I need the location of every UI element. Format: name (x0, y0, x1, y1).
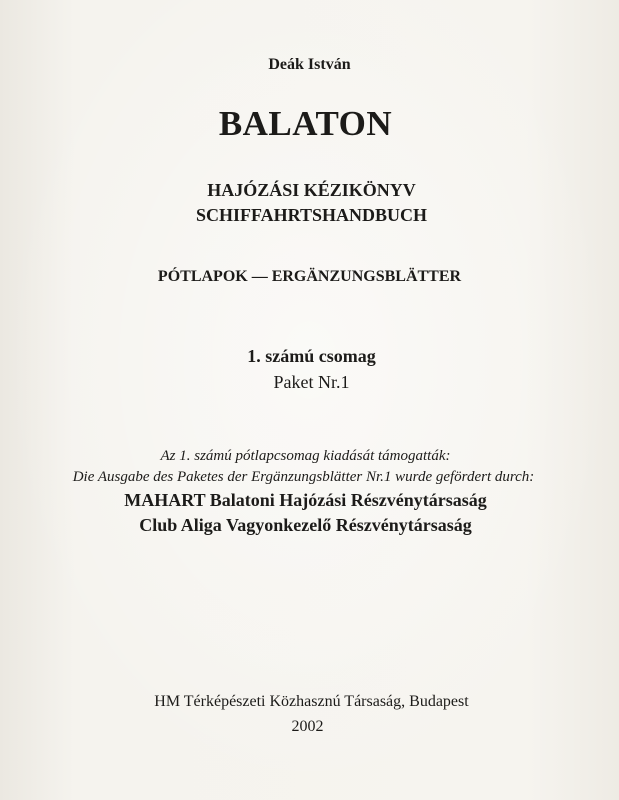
publisher: HM Térképészeti Közhasznú Társaság, Budapest (154, 693, 469, 710)
subtitle-german: SCHIFFAHRTSHANDBUCH (195, 205, 428, 225)
support-note-german: Die Ausgabe des Paketes der Ergänzungsblätter Nr.1 wurde gefördert durch: (72, 469, 535, 485)
subtitle-hungarian: HAJÓZÁSI KÉZIKÖNYV (207, 180, 416, 200)
publication-year: 2002 (291, 718, 324, 735)
support-note-hungarian: Az 1. számú pótlapcsomag kiadását támogatták: (160, 448, 451, 464)
package-number-german: Paket Nr.1 (273, 372, 350, 392)
sponsor-name: Club Aliga Vagyonkezelő Részvénytársaság (139, 515, 472, 535)
sponsor-name: MAHART Balatoni Hajózási Részvénytársaság (124, 490, 487, 510)
book-title: BALATON (218, 104, 393, 143)
package-number-hungarian: 1. számú csomag (247, 346, 376, 366)
supplement-label: PÓTLAPOK — ERGÄNZUNGSBLÄTTER (157, 268, 462, 285)
author-name: Deák István (268, 56, 351, 73)
